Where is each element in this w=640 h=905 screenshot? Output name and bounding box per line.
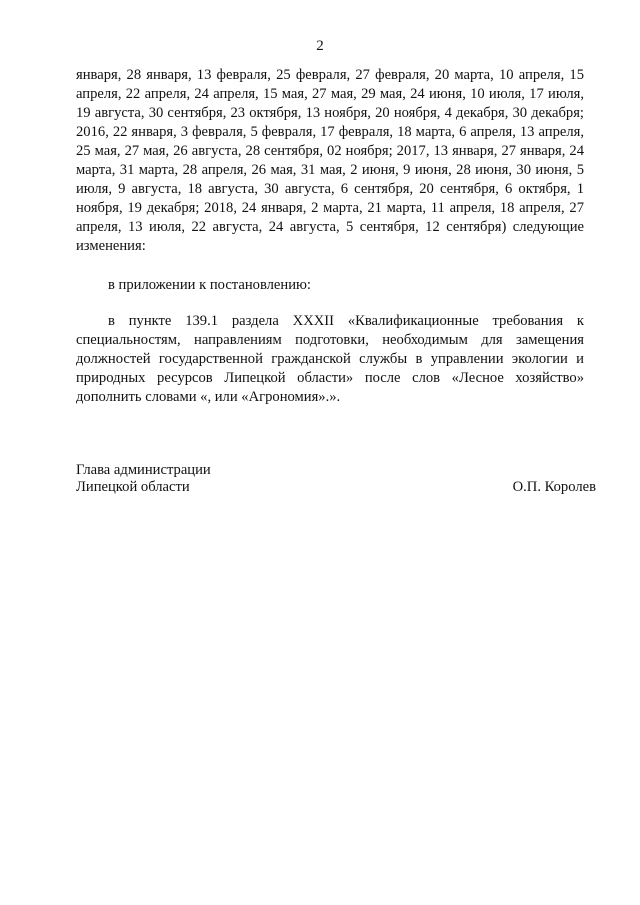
page-number: 2	[316, 38, 324, 54]
signature-block	[76, 462, 596, 496]
signature-title-line-2: Липецкой области	[76, 479, 190, 495]
paragraph-item-139: в пункте 139.1 раздела XXXII «Квалификационные требования к специальностям, направлениям подготовки, необходимым для замещения должностей государственной гражданской службы в управлении экологии и природных ресурсов Липецкой области» после слов «Лесное хозяйство» дополнить словами «, или «Агрономия».».	[76, 313, 584, 405]
paragraph-annex-intro: в приложении к постановлению:	[108, 277, 311, 293]
signature-row	[76, 479, 596, 496]
signature-title-line-1: Глава администрации	[76, 462, 211, 478]
paragraph-amendment-dates: января, 28 января, 13 февраля, 25 февраля, 27 февраля, 20 марта, 10 апреля, 15 апреля, 22 апреля, 24 апреля, 15 мая, 27 мая, 29 мая, 24 июня, 10 июля, 17 июля, 19 августа, 30 сентября, 23 октября, 13 ноября, 20 ноября, 4 декабря, 30 декабря; 2016, 22 января, 3 февраля, 5 февраля, 17 февраля, 18 марта, 6 апреля, 13 апреля, 25 мая, 27 мая, 26 августа, 28 сентября, 02 ноября; 2017, 13 января, 27 января, 24 марта, 31 марта, 28 апреля, 26 мая, 31 мая, 2 июня, 9 июня, 28 июня, 30 июня, 5 июля, 9 августа, 18 августа, 30 августа, 6 сентября, 20 сентября, 6 октября, 1 ноября, 19 декабря; 2018, 24 января, 2 марта, 21 марта, 11 апреля, 18 апреля, 27 апреля, 13 июля, 22 августа, 24 августа, 5 сентября, 12 сентября) следующие изменения:	[76, 67, 584, 254]
signatory-name: О.П. Королев	[512, 479, 596, 495]
document-body	[76, 66, 584, 407]
